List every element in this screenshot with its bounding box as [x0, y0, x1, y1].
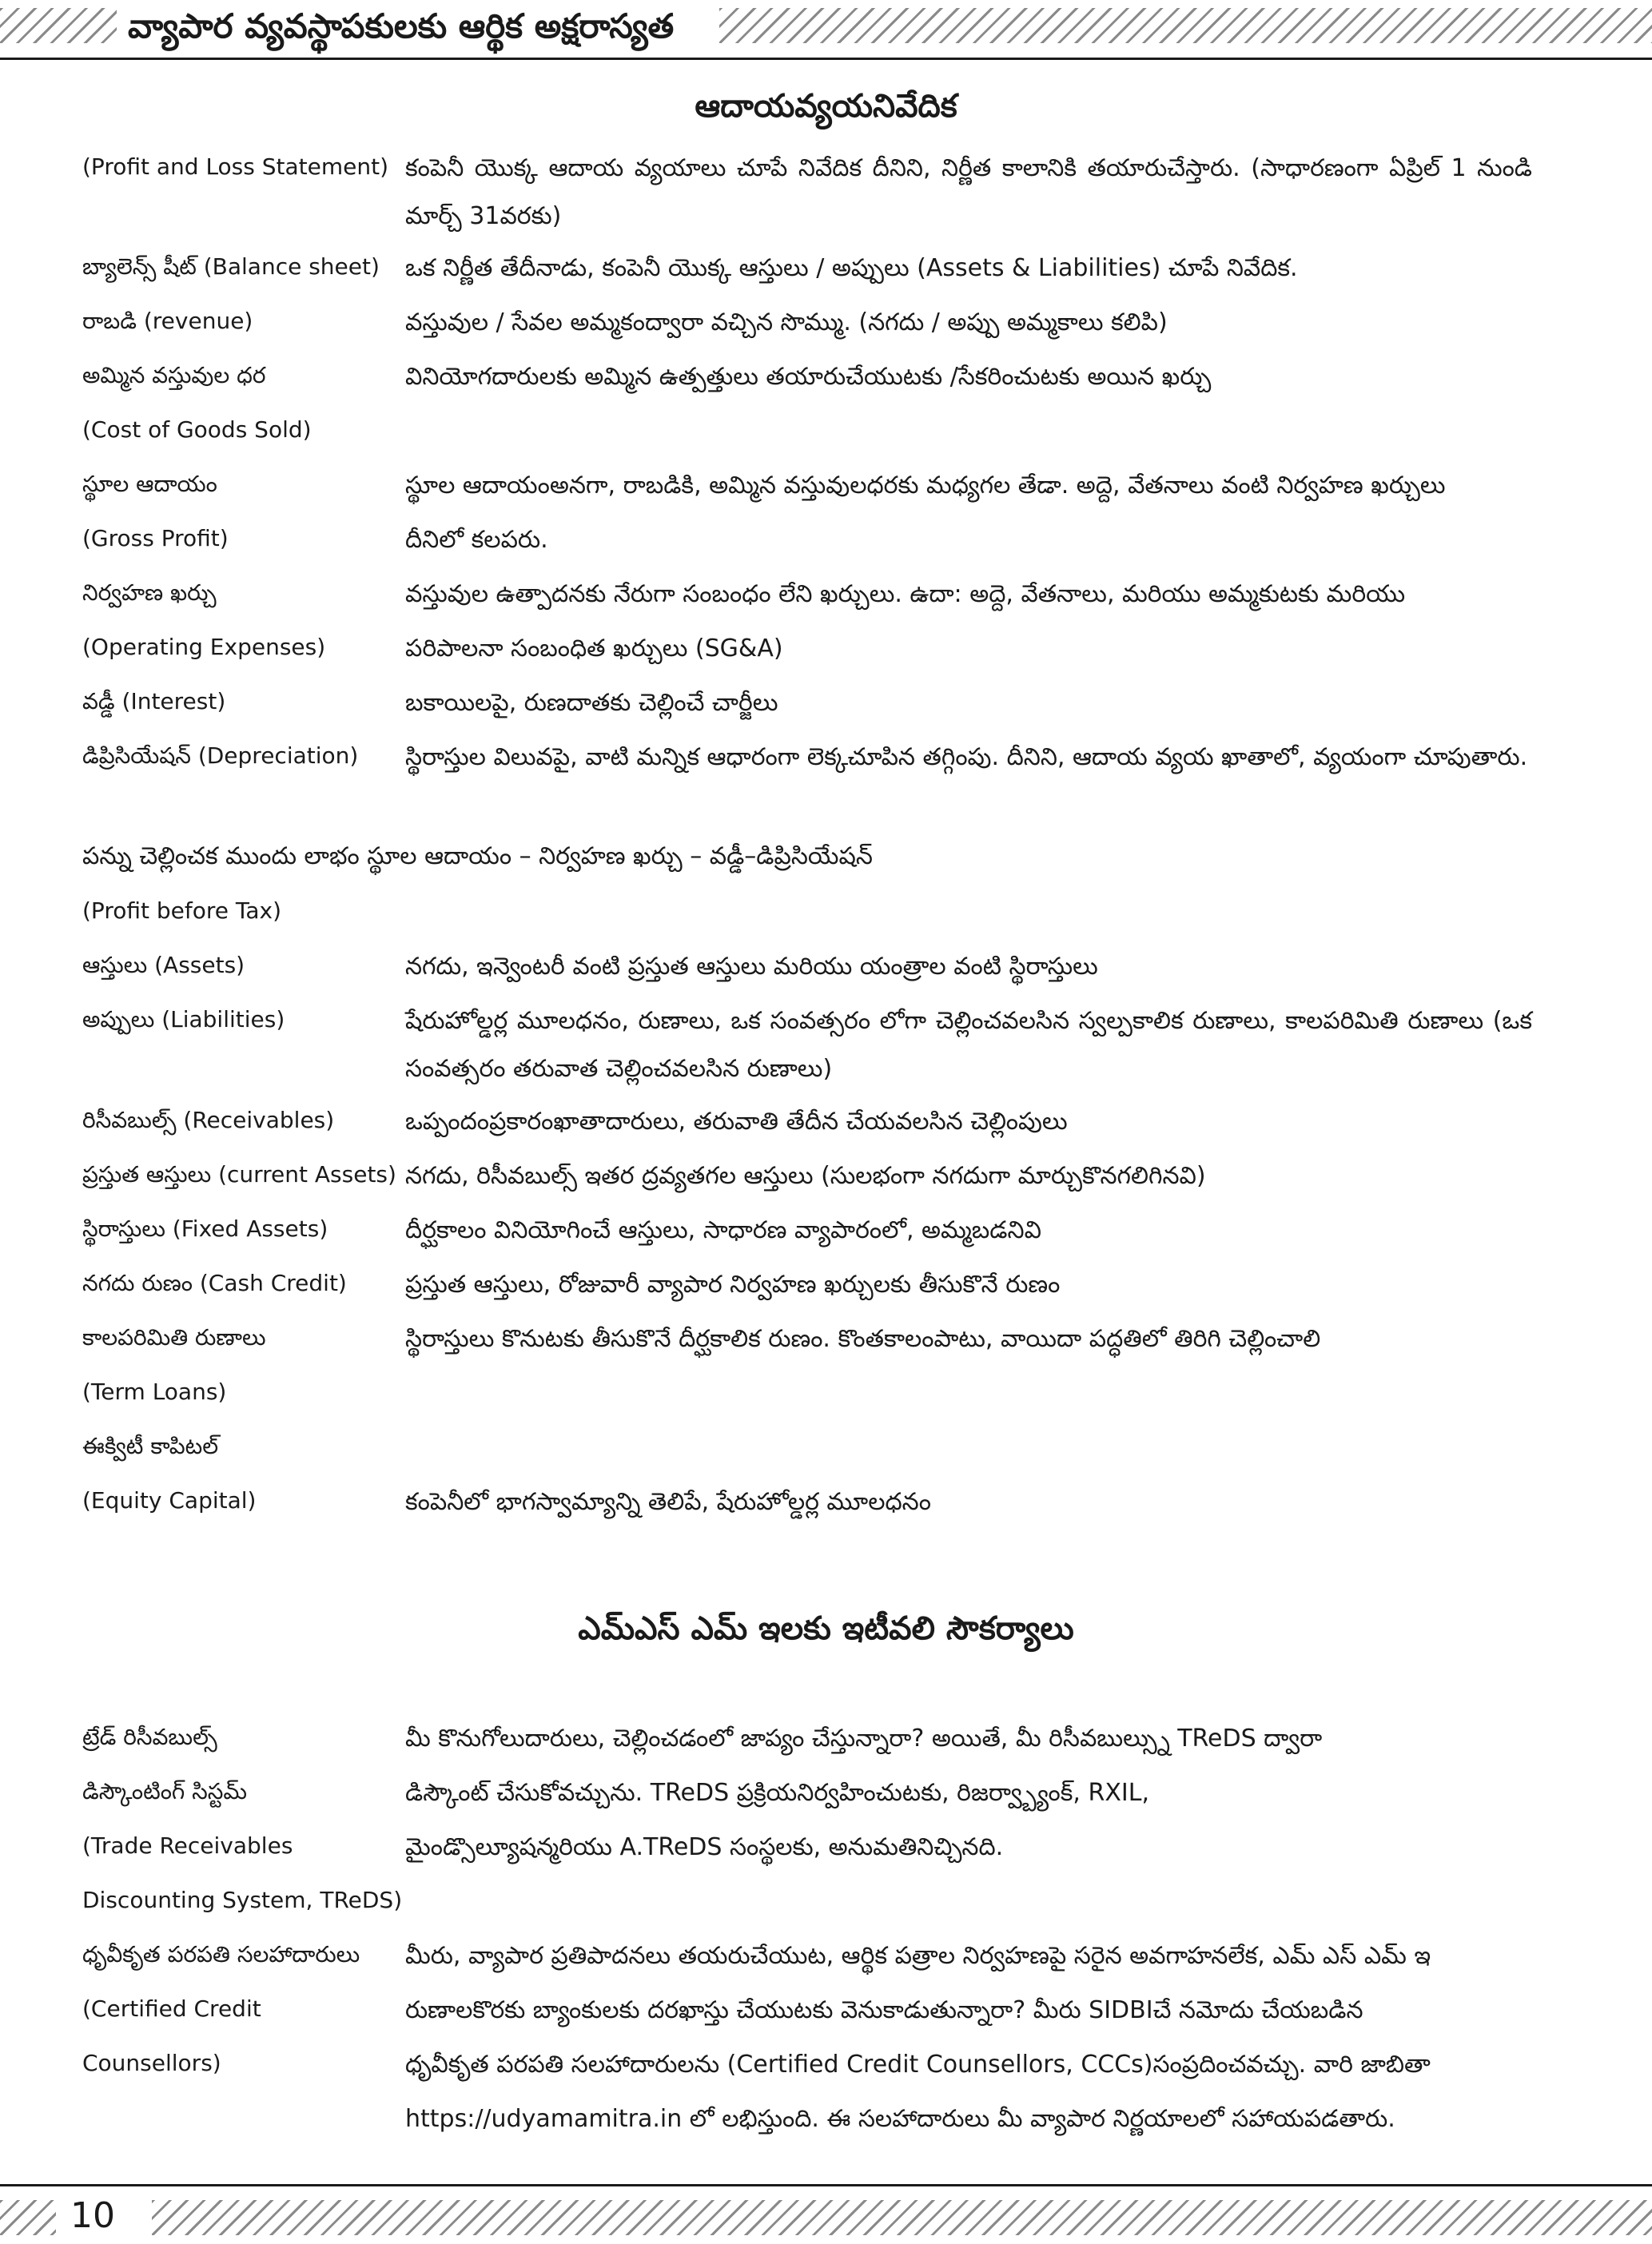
glossary-term: (Trade Receivables: [82, 1832, 293, 1859]
glossary-definition: దీర్ఘకాలం వినియోగించే ఆస్తులు, సాధారణ వ్యాపారంలో, అమ్మబడనివి: [405, 1216, 1041, 1244]
glossary-term: (Cost of Goods Sold): [82, 416, 312, 443]
glossary-term: (Certified Credit: [82, 1995, 261, 2022]
header-rule: [0, 58, 1652, 60]
header-hatch-left: [0, 8, 117, 43]
glossary-term: రాబడి (revenue): [82, 308, 253, 334]
glossary-term: (Gross Profit): [82, 525, 229, 551]
glossary-term: (Equity Capital): [82, 1487, 257, 1514]
glossary-term: ఆస్తులు (Assets): [82, 952, 245, 978]
glossary-term: బ్యాలెన్స్ షీట్ (Balance sheet): [82, 253, 380, 280]
glossary-term: ధృవీకృత పరపతి సలహాదారులు: [82, 1941, 360, 1967]
glossary-definition: వస్తువుల / సేవల అమ్మకంద్వారా వచ్చిన సొమ్ము. (నగదు / అప్పు అమ్మకాలు కలిపి): [405, 308, 1168, 336]
page-footer: [0, 2178, 1652, 2244]
glossary-term: ట్రేడ్ రిసీవబుల్స్: [82, 1724, 217, 1750]
glossary-term: (Operating Expenses): [82, 634, 326, 660]
glossary-definition: కంపెనీలో భాగస్వామ్యాన్ని తెలిపే, షేరుహోల్డర్ల మూలధనం: [405, 1488, 931, 1516]
glossary-definition: పరిపాలనా సంబంధిత ఖర్చులు (SG&A): [405, 635, 783, 662]
glossary-definition: డిస్కౌంట్ చేసుకోవచ్చును. TReDS ప్రక్రియనిర్వహించుటకు, రిజర్వ్బ్యాంక్, RXIL,: [405, 1779, 1149, 1807]
glossary-term: (Term Loans): [82, 1379, 227, 1405]
glossary-definition: బకాయిలపై, రుణదాతకు చెల్లించే చార్జీలు: [405, 689, 778, 717]
glossary-term: రిసీవబుల్స్ (Receivables): [82, 1107, 335, 1133]
glossary-term: వడ్డీ (Interest): [82, 688, 226, 714]
glossary-definition: ఒప్పందంప్రకారంఖాతాదారులు, తరువాతి తేదీన చేయవలసిన చెల్లింపులు: [405, 1108, 1068, 1136]
header-hatch-right: [719, 8, 1652, 43]
glossary-term: కాలపరిమితి రుణాలు: [82, 1324, 266, 1351]
glossary-term: (Profit and Loss Statement): [82, 153, 389, 180]
glossary-definition: దీనిలో కలపరు.: [405, 526, 548, 554]
glossary-term: స్థూల ఆదాయం: [82, 471, 217, 497]
glossary-term: అప్పులు (Liabilities): [82, 1006, 285, 1032]
glossary-term: (Profit before Tax): [82, 897, 281, 924]
glossary-definition: స్థిరాస్తులు కొనుటకు తీసుకొనే దీర్ఘకాలిక రుణం. కొంతకాలంపాటు, వాయిదా పద్ధతిలో తిరిగి చెల్లించాలి: [405, 1325, 1321, 1353]
glossary-term: Counsellors): [82, 2050, 221, 2076]
glossary-term: ప్రస్తుత ఆస్తులు (current Assets): [82, 1161, 396, 1188]
glossary-term: ఈక్విటీ కాపిటల్: [82, 1433, 219, 1459]
section-title-msme-facilities: ఎమ్ఎస్ ఎమ్ ఇలకు ఇటీవలి సౌకర్యాలు: [578, 1610, 1074, 1647]
glossary-definition: వినియోగదారులకు అమ్మిన ఉత్పత్తులు తయారుచేయుటకు /సేకరించుటకు అయిన ఖర్చు: [405, 363, 1212, 391]
glossary-definition: వస్తువుల ఉత్పాదనకు నేరుగా సంబంధం లేని ఖర్చులు. ఉదా: అద్దె, వేతనాలు, మరియు అమ్మకుటకు మరియు: [405, 580, 1406, 608]
footer-hatch-right: [152, 2200, 1652, 2235]
page-number: 10: [70, 2195, 115, 2236]
glossary-definition: నగదు, రిసీవబుల్స్ ఇతర ద్రవ్యతగల ఆస్తులు (సులభంగా నగదుగా మార్చుకొనగలిగినవి): [405, 1162, 1206, 1190]
header-title: వ్యాపార వ్యవస్థాపకులకు ఆర్థిక అక్షరాస్యత: [128, 6, 675, 46]
glossary-definition: షేరుహోల్డర్ల మూలధనం, రుణాలు, ఒక సంవత్సరం లోగా చెల్లించవలసిన స్వల్పకాలిక రుణాలు, కాలపరిమితి రుణాలు (ఒక సంవత్సరం తరువాత చెల్లించవలసిన రుణాలు): [405, 1007, 1532, 1083]
glossary-term: Discounting System, TReDS): [82, 1887, 403, 1913]
glossary-definition: మైండ్సొల్యూషన్మరియు A.TReDS సంస్థలకు, అనుమతినిచ్చినది.: [405, 1833, 1004, 1861]
glossary-definition: ఒక నిర్ణీత తేదీనాడు, కంపెనీ యొక్క ఆస్తులు / అప్పులు (Assets & Liabilities) చూపే నివేదిక.: [405, 254, 1298, 282]
glossary-term: స్థిరాస్తులు (Fixed Assets): [82, 1216, 328, 1242]
glossary-term: అమ్మిన వస్తువుల ధర: [82, 362, 266, 388]
glossary-term: నగదు రుణం (Cash Credit): [82, 1270, 347, 1296]
glossary-definition: మీ కొనుగోలుదారులు, చెల్లించడంలో జాప్యం చేస్తున్నారా? అయితే, మీ రిసీవబుల్స్ను TReDS ద్వారా: [405, 1725, 1323, 1753]
glossary-definition: స్థిరాస్తుల విలువపై, వాటి మన్నిక ఆధారంగా లెక్కచూపిన తగ్గింపు. దీనిని, ఆదాయ వ్యయ ఖాతాలో, వ్యయంగా చూపుతారు.: [405, 743, 1528, 771]
glossary-term: డిస్కౌంటింగ్ సిస్టమ్: [82, 1778, 248, 1804]
glossary-definition: మీరు, వ్యాపార ప్రతిపాదనలు తయరుచేయుట, ఆర్థిక పత్రాల నిర్వహణపై సరైన అవగాహనలేక, ఎమ్ ఎస్ ఎమ్ ఇ: [405, 1942, 1431, 1970]
glossary-definition: నగదు, ఇన్వెంటరీ వంటి ప్రస్తుత ఆస్తులు మరియు యంత్రాల వంటి స్థిరాస్తులు: [405, 953, 1098, 981]
glossary-term: నిర్వహణ ఖర్చు: [82, 579, 217, 606]
glossary-term: డిప్రిసియేషన్ (Depreciation): [82, 742, 359, 769]
glossary-formula: పన్ను చెల్లించక ముందు లాభం స్థూల ఆదాయం – నిర్వహణ ఖర్చు – వడ్డీ–డిప్రిసియేషన్: [82, 842, 873, 870]
section-title-income-statement: ఆదాయవ్యయనివేదిక: [695, 88, 957, 125]
glossary-definition: రుణాలకొరకు బ్యాంకులకు దరఖాస్తు చేయుటకు వెనుకాడుతున్నారా? మీరు SIDBIచే నమోదు చేయబడిన: [405, 1996, 1363, 2024]
glossary-definition: https://udyamamitra.in లో లభిస్తుంది. ఈ సలహాదారులు మీ వ్యాపార నిర్ణయాలలో సహాయపడతారు.: [405, 2105, 1395, 2133]
glossary-definition: స్థూల ఆదాయంఅనగా, రాబడికి, అమ్మిన వస్తువులధరకు మధ్యగల తేడా. అద్దె, వేతనాలు వంటి నిర్వహణ ఖర్చులు: [405, 471, 1446, 499]
glossary-definition: ధృవీకృత పరపతి సలహాదారులను (Certified Credit Counsellors, CCCs)సంప్రదించవచ్చు. వారి జాబితా: [405, 2051, 1431, 2079]
glossary-definition: కంపెనీ యొక్క ఆదాయ వ్యయాలు చూపే నివేదిక దీనిని, నిర్ణీత కాలానికి తయారుచేస్తారు. (సాధారణంగా ఏప్రిల్ 1 నుండి మార్చ్ 31వరకు): [405, 154, 1532, 230]
glossary-definition: ప్రస్తుత ఆస్తులు, రోజువారీ వ్యాపార నిర్వహణ ఖర్చులకు తీసుకొనే రుణం: [405, 1271, 1061, 1299]
footer-hatch-left: [0, 2200, 56, 2235]
footer-rule: [0, 2184, 1652, 2186]
page-header: [0, 0, 1652, 64]
